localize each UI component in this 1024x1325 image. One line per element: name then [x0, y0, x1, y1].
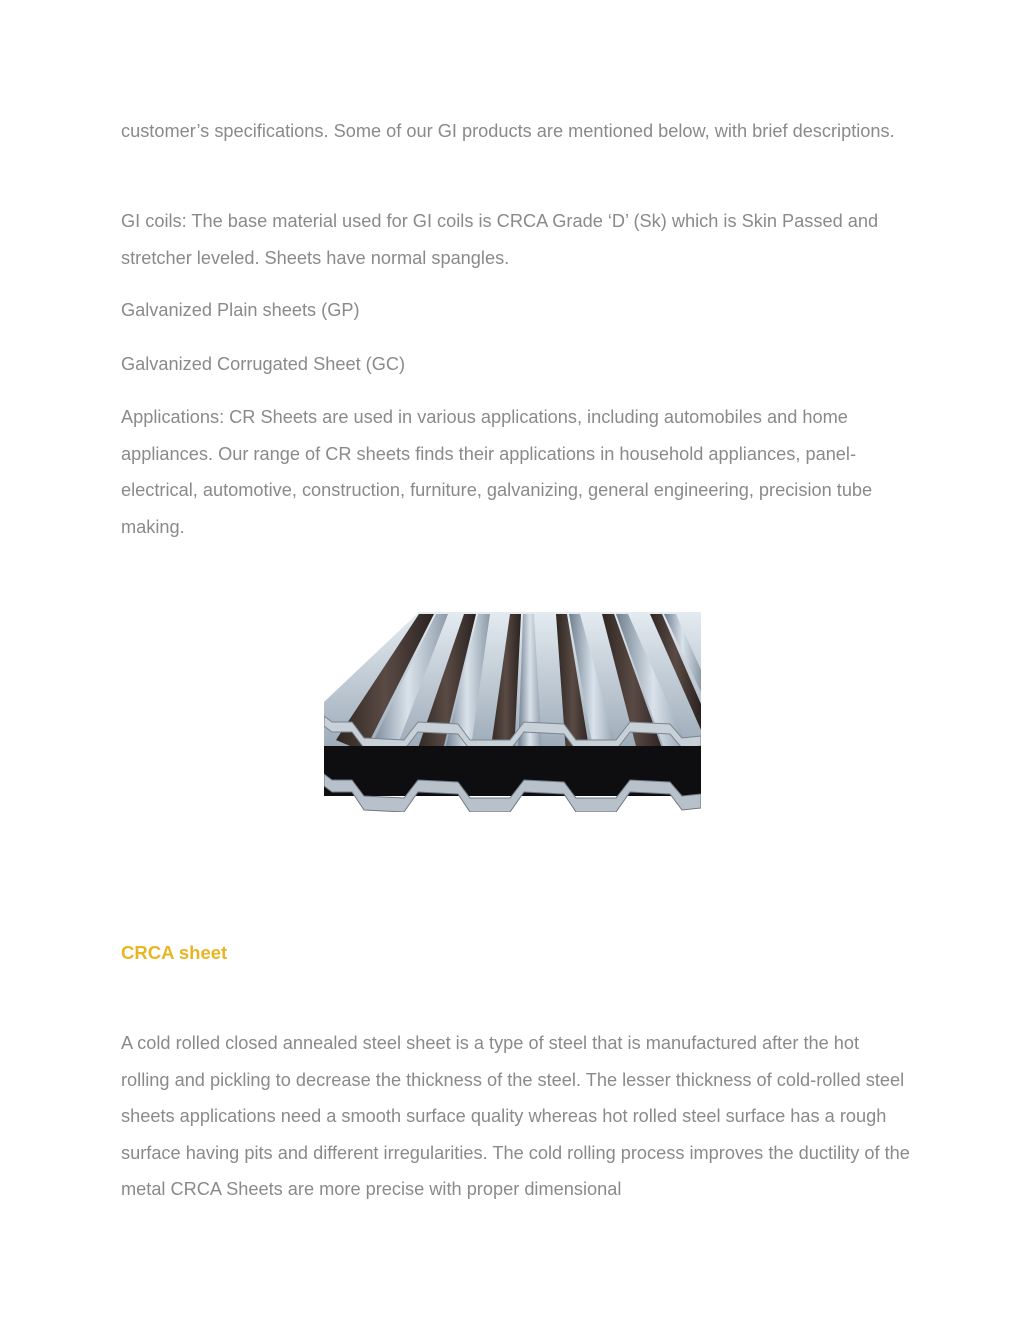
- galvanized-plain-sheets-item: Galvanized Plain sheets (GP): [121, 300, 360, 320]
- gi-coils-paragraph: GI coils: The base material used for GI coils is CRCA Grade ‘D’ (Sk) which is Skin Passed and stretcher leveled. Sheets have normal spangles.: [121, 211, 879, 268]
- corrugated-sheet-photo-icon: [324, 612, 701, 822]
- corrugated-sheet-image: [324, 612, 701, 822]
- intro-paragraph: customer’s specifications. Some of our GI products are mentioned below, with brief descriptions.: [121, 121, 895, 141]
- crca-sheet-heading: CRCA sheet: [121, 942, 228, 963]
- applications-paragraph: Applications: CR Sheets are used in various applications, including automobiles and home appliances. Our range of CR sheets finds their applications in household appliances, panel-electrical, automotive, construction, furniture, galvanizing, general engineering, precision tube making.: [121, 407, 873, 537]
- galvanized-corrugated-sheet-item: Galvanized Corrugated Sheet (GC): [121, 354, 406, 374]
- crca-description-paragraph: A cold rolled closed annealed steel sheet is a type of steel that is manufactured after the hot rolling and pickling to decrease the thickness of the steel. The lesser thickness of cold-rolled steel sheets applications need a smooth surface quality whereas hot rolled steel surface has a rough surface having pits and different irregularities. The cold rolling process improves the ductility of the metal CRCA Sheets are more precise with proper dimensional: [121, 1033, 910, 1199]
